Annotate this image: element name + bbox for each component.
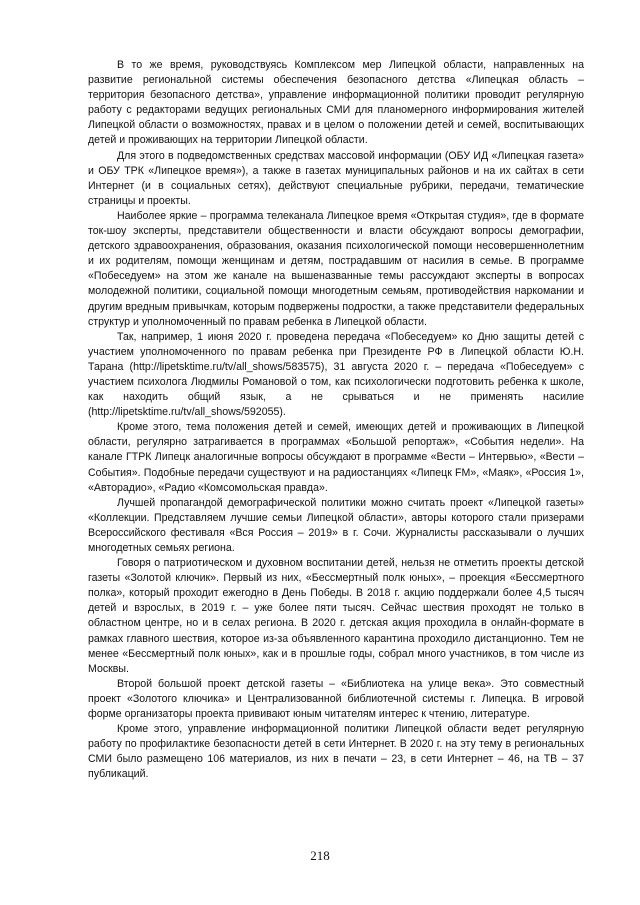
document-body bbox=[88, 58, 584, 783]
paragraph-broadcast-examples: Так, например, 1 июня 2020 г. проведена передача «Побеседуем» ко Дню защиты детей с участием уполномоченного по правам ребенка при Президенте РФ в Липецкой области Ю.Н. Тарана (http://lipetsktime.ru/tv/all_shows/583575), 31 августа 2020 г. – передача «Побеседуем» с участием психолога Людмилы Романовой о том, как психологически подготовить ребенка к школе, как находить общий язык, а не срываться и не применять насилие (http://lipetsktime.ru/tv/all_shows/592055). bbox=[88, 330, 584, 419]
paragraph-internet-safety: Кроме этого, управление информационной политики Липецкой области ведет регулярную работу по профилактике безопасности детей в сети Интернет. В 2020 г. на эту тему в региональных СМИ было размещено 106 материалов, из них в печати – 23, в сети Интернет – 46, на ТВ – 37 публикаций. bbox=[88, 723, 584, 781]
paragraph-family-project: Лучшей пропагандой демографической политики можно считать проект «Липецкой газеты» «Коллекции. Представляем лучшие семьи Липецкой области», авторы которого стали призерами Всероссийского фестиваля «Вся Россия – 2019» в г. Сочи. Журналисты рассказывали о лучших многодетных семьях региона. bbox=[88, 496, 584, 554]
paragraph-radio-programs: Кроме этого, тема положения детей и семей, имеющих детей и проживающих в Липецкой области, регулярно затрагивается в программах «Большой репортаж», «События недели». На канале ГТРК Липецк аналогичные вопросы обсуждают в программе «Вести – Интервью», «Вести – События». Подобные передачи существуют и на радиостанциях «Липецк FM», «Маяк», «Россия 1», «Авторадио», «Радио «Комсомольская правда». bbox=[88, 421, 584, 494]
paragraph-tv-programs: Наиболее яркие – программа телеканала Липецкое время «Открытая студия», где в формате ток-шоу эксперты, представители общественности и власти обсуждают вопросы демографии, детского здравоохранения, образования, оказания психологической помощи несовершеннолетним и их родителям, помощи женщинам и детям, пострадавшим от насилия в семье. В программе «Побеседуем» на этом же канале на вышеназванные темы рассуждают эксперты в вопросах молодежной политики, социальной помощи многодетным семьям, противодействия наркомании и другим вредным привычкам, которым подвержены подростки, а также представители федеральных структур и уполномоченный по правам ребенка в Липецкой области. bbox=[88, 209, 584, 328]
page-number: 218 bbox=[310, 848, 330, 863]
paragraph-immortal-regiment: Говоря о патриотическом и духовном воспитании детей, нельзя не отметить проекты детской газеты «Золотой ключик». Первый из них, «Бессмертный полк юных», – проекция «Бессмертного полка», который проходит ежегодно в День Победы. В 2018 г. акцию поддержали более 4,5 тысяч детей и взрослых, в 2019 г. – уже более пяти тысяч. Сейчас шествия проходят не только в областном центре, но и в селах региона. В 2020 г. детская акция проходила в онлайн-формате в рамках главного шествия, которое из-за объявленного карантина проходило дистанционно. Тем не менее «Бессмертный полк юных», как и в прошлые годы, собрал много участников, в том числе из Москвы. bbox=[88, 557, 584, 675]
paragraph-safe-childhood-program: В то же время, руководствуясь Комплексом мер Липецкой области, направленных на развитие региональной системы обеспечения безопасного детства «Липецкая область – территория безопасного детства», управление информационной политики проводит регулярную работу с редакторами ведущих региональных СМИ для планомерного информирования жителей Липецкой области о возможностях, правах и в целом о положении детей и семей, воспитывающих детей и проживающих на территории Липецкой области. bbox=[88, 59, 584, 147]
paragraph-subordinate-media: Для этого в подведомственных средствах массовой информации (ОБУ ИД «Липецкая газета» и ОБУ ТРК «Липецкое время»), а также в газетах муниципальных районов и на их сайтах в сети Интернет (и в социальных сетях), действуют специальные рубрики, передачи, тематические страницы и проекты. bbox=[88, 149, 584, 207]
paragraph-library-project: Второй большой проект детской газеты – «Библиотека на улице века». Это совместный проект «Золотого ключика» и Централизованной библиотечной системы г. Липецка. В игровой форме организаторы проекта прививают юным читателям интерес к чтению, литературе. bbox=[88, 677, 584, 721]
